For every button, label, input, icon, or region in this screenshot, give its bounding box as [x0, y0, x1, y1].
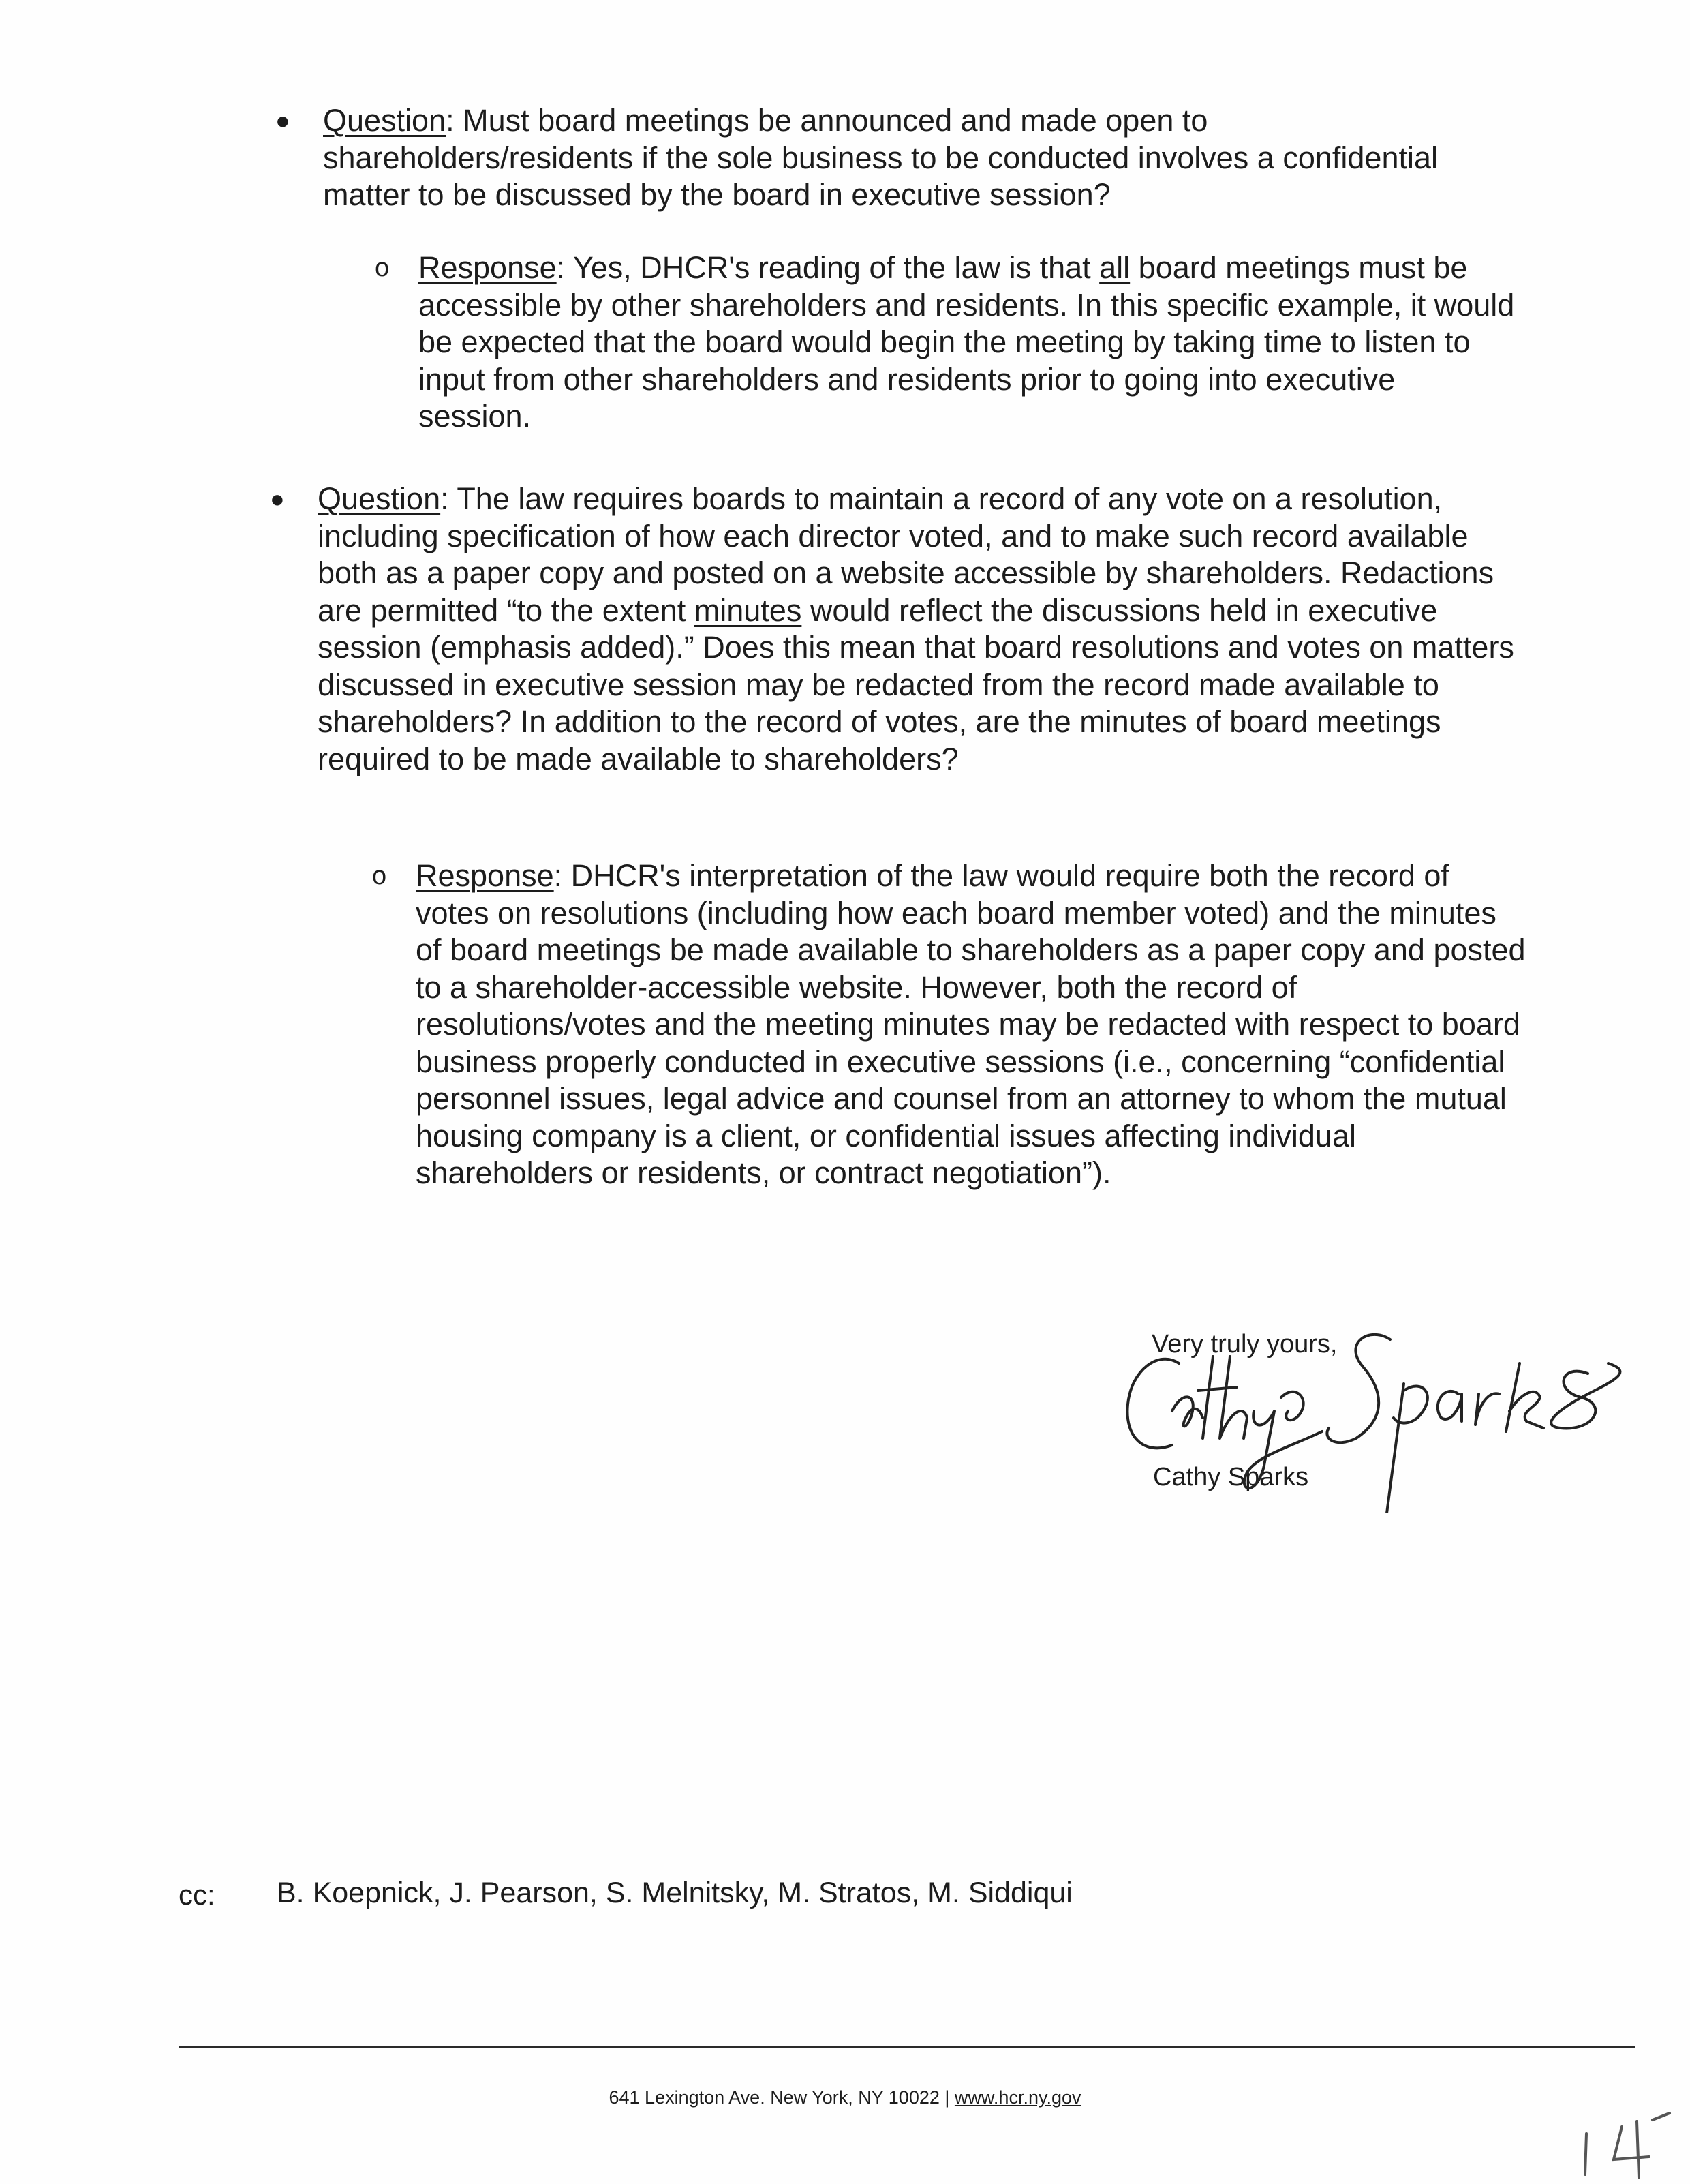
response-1-text-after: board meetings must be accessible by other shareholders and residents. In this specific example, it would be expected that the board would begin the meeting by taking time to listen to input from other shareholders and residents prior to going into executive session.	[418, 250, 1515, 434]
response-2	[372, 858, 1526, 1192]
closing-salutation: Very truly yours,	[1152, 1330, 1338, 1359]
question-2-text-after: would reflect the discussions held in executive session (emphasis added).” Does this mean that board resolutions and votes on matters discussed in executive session may be redacted from the record made available to shareholders? In addition to the record of votes, are the minutes of board meetings required to be made available to shareholders?	[318, 592, 1514, 776]
response-1	[375, 249, 1516, 436]
cc-recipients: B. Koepnick, J. Pearson, S. Melnitsky, M. Stratos, M. Siddiqui	[277, 1877, 1073, 1909]
cc-label: cc:	[179, 1879, 215, 1911]
handwritten-page-number	[1574, 2106, 1683, 2181]
footer	[0, 2086, 1690, 2109]
question-2	[270, 481, 1524, 778]
sub-bullet-icon: o	[372, 862, 387, 890]
response-1-label: Response	[418, 250, 557, 285]
question-2-label: Question	[318, 481, 441, 516]
footer-separator: |	[944, 2087, 950, 2108]
footer-divider	[179, 2046, 1635, 2048]
signatory-name: Cathy Sparks	[1153, 1463, 1309, 1491]
response-1-text-before: : Yes, DHCR's reading of the law is that	[556, 250, 1100, 285]
handwritten-signature	[1118, 1309, 1635, 1513]
footer-website-link[interactable]: www.hcr.ny.gov	[954, 2087, 1081, 2108]
response-2-label: Response	[416, 858, 554, 893]
sub-bullet-icon: o	[375, 254, 390, 282]
question-2-text-before: : The law requires boards to maintain a record of any vote on a resolution, including specification of how each director voted, and to make such record available both as a paper copy and posted on a website accessible by shareholders. Redactions are permitted “to the extent	[318, 481, 1494, 628]
footer-address: 641 Lexington Ave. New York, NY 10022	[609, 2087, 940, 2108]
question-2-emphasis: minutes	[694, 592, 802, 628]
question-1-label: Question	[323, 103, 446, 138]
bullet-icon: ●	[275, 106, 290, 134]
question-1-text: : Must board meetings be announced and made open to shareholders/residents if the sole business to be conducted involves a confidential matter to be discussed by the board in executive session?	[323, 103, 1438, 212]
response-2-text: : DHCR's interpretation of the law would require both the record of votes on resolutions (including how each board member voted) and the minutes of board meetings be made available to shareholders as a paper copy and posted to a shareholder-accessible website. However, both the record of resolutions/votes and the meeting minutes may be redacted with respect to board business properly conducted in executive sessions (i.e., concerning “confidential personnel issues, legal advice and counsel from an attorney to whom the mutual housing company is a client, or confidential issues affecting individual shareholders or residents, or contract negotiation”).	[416, 858, 1526, 1190]
question-1	[275, 102, 1522, 214]
bullet-icon: ●	[270, 485, 285, 513]
response-1-emphasis: all	[1099, 250, 1131, 285]
